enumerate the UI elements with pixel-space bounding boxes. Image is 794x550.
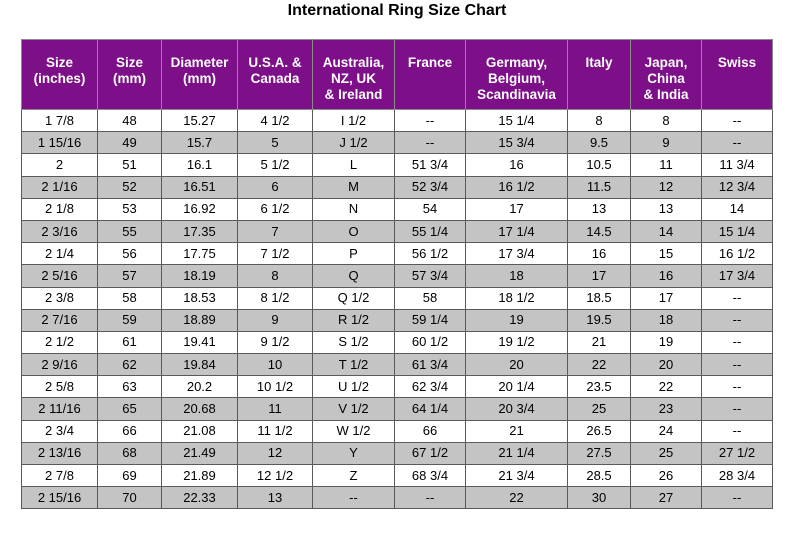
table-cell: 2 3/8 — [22, 287, 98, 309]
table-cell: Y — [313, 442, 395, 464]
table-cell: Q — [313, 265, 395, 287]
table-cell: 18.89 — [162, 309, 238, 331]
table-cell: 17.35 — [162, 220, 238, 242]
header-size-mm: Size (mm) — [98, 40, 162, 110]
header-italy: Italy — [568, 40, 631, 110]
table-cell: 7 1/2 — [238, 243, 313, 265]
table-cell: 19.5 — [568, 309, 631, 331]
table-cell: 18.19 — [162, 265, 238, 287]
table-cell: -- — [702, 398, 773, 420]
table-cell: V 1/2 — [313, 398, 395, 420]
table-cell: 16 — [466, 154, 568, 176]
table-cell: 21.49 — [162, 442, 238, 464]
table-cell: 9 — [238, 309, 313, 331]
table-cell: 15.7 — [162, 132, 238, 154]
header-usa-canada: U.S.A. & Canada — [238, 40, 313, 110]
table-cell: 5 — [238, 132, 313, 154]
table-cell: Z — [313, 465, 395, 487]
table-cell: 14 — [631, 220, 702, 242]
table-cell: 21.08 — [162, 420, 238, 442]
table-cell: -- — [395, 132, 466, 154]
table-cell: 18 — [466, 265, 568, 287]
table-cell: -- — [702, 420, 773, 442]
table-cell: 19.84 — [162, 354, 238, 376]
table-cell: 13 — [568, 198, 631, 220]
table-cell: 15 1/4 — [702, 220, 773, 242]
table-cell: 12 3/4 — [702, 176, 773, 198]
header-diameter: Diameter (mm) — [162, 40, 238, 110]
table-cell: 21 3/4 — [466, 465, 568, 487]
table-row — [22, 110, 773, 132]
table-cell: 17 — [568, 265, 631, 287]
table-row — [22, 220, 773, 242]
table-cell: 18.5 — [568, 287, 631, 309]
table-cell: S 1/2 — [313, 331, 395, 353]
table-cell: 27 — [631, 487, 702, 509]
table-cell: 59 1/4 — [395, 309, 466, 331]
table-cell: M — [313, 176, 395, 198]
table-cell: 11 — [238, 398, 313, 420]
table-cell: 16 1/2 — [702, 243, 773, 265]
table-cell: 21 — [568, 331, 631, 353]
table-cell: 58 — [98, 287, 162, 309]
table-cell: 19 1/2 — [466, 331, 568, 353]
table-cell: N — [313, 198, 395, 220]
table-cell: 66 — [98, 420, 162, 442]
table-cell: 9.5 — [568, 132, 631, 154]
table-cell: 11 — [631, 154, 702, 176]
header-row — [22, 40, 773, 110]
table-cell: P — [313, 243, 395, 265]
header-japan-china-india: Japan, China & India — [631, 40, 702, 110]
table-cell: 2 1/16 — [22, 176, 98, 198]
table-cell: 17 3/4 — [466, 243, 568, 265]
table-cell: 58 — [395, 287, 466, 309]
table-row — [22, 154, 773, 176]
header-size-inches: Size (inches) — [22, 40, 98, 110]
table-cell: 1 7/8 — [22, 110, 98, 132]
table-cell: -- — [395, 110, 466, 132]
table-cell: L — [313, 154, 395, 176]
table-cell: 23 — [631, 398, 702, 420]
table-cell: 8 1/2 — [238, 287, 313, 309]
table-cell: 51 3/4 — [395, 154, 466, 176]
table-cell: 17 3/4 — [702, 265, 773, 287]
header-australia-nz-uk: Australia, NZ, UK & Ireland — [313, 40, 395, 110]
table-cell: 63 — [98, 376, 162, 398]
table-cell: 2 7/8 — [22, 465, 98, 487]
table-cell: J 1/2 — [313, 132, 395, 154]
table-cell: 19 — [631, 331, 702, 353]
table-row — [22, 398, 773, 420]
table-cell: 17 — [631, 287, 702, 309]
table-cell: 2 15/16 — [22, 487, 98, 509]
table-cell: 27.5 — [568, 442, 631, 464]
chart-title: International Ring Size Chart — [287, 2, 507, 19]
table-cell: 7 — [238, 220, 313, 242]
table-cell: 19.41 — [162, 331, 238, 353]
table-cell: 66 — [395, 420, 466, 442]
table-row — [22, 132, 773, 154]
table-cell: 1 15/16 — [22, 132, 98, 154]
table-row — [22, 465, 773, 487]
table-cell: 16.1 — [162, 154, 238, 176]
table-cell: -- — [702, 110, 773, 132]
table-cell: 20.68 — [162, 398, 238, 420]
table-cell: 15.27 — [162, 110, 238, 132]
table-cell: 10.5 — [568, 154, 631, 176]
table-cell: 2 11/16 — [22, 398, 98, 420]
table-cell: R 1/2 — [313, 309, 395, 331]
table-cell: 11 1/2 — [238, 420, 313, 442]
table-cell: 30 — [568, 487, 631, 509]
table-cell: -- — [702, 354, 773, 376]
table-cell: 51 — [98, 154, 162, 176]
table-cell: 8 — [568, 110, 631, 132]
table-cell: 54 — [395, 198, 466, 220]
table-row — [22, 198, 773, 220]
header-france: France — [395, 40, 466, 110]
table-cell: 61 — [98, 331, 162, 353]
table-cell: 28 3/4 — [702, 465, 773, 487]
table-cell: 12 — [631, 176, 702, 198]
table-cell: 11 3/4 — [702, 154, 773, 176]
table-cell: 28.5 — [568, 465, 631, 487]
table-cell: 56 1/2 — [395, 243, 466, 265]
table-cell: 2 5/8 — [22, 376, 98, 398]
table-cell: 22 — [568, 354, 631, 376]
table-cell: 57 — [98, 265, 162, 287]
table-cell: 25 — [631, 442, 702, 464]
table-cell: -- — [313, 487, 395, 509]
table-cell: 22 — [631, 376, 702, 398]
table-cell: 16 1/2 — [466, 176, 568, 198]
table-cell: 9 — [631, 132, 702, 154]
table-cell: 2 5/16 — [22, 265, 98, 287]
table-cell: 26.5 — [568, 420, 631, 442]
table-cell: 21 — [466, 420, 568, 442]
table-cell: 22.33 — [162, 487, 238, 509]
table-cell: 52 3/4 — [395, 176, 466, 198]
table-cell: U 1/2 — [313, 376, 395, 398]
table-cell: 6 1/2 — [238, 198, 313, 220]
table-cell: Q 1/2 — [313, 287, 395, 309]
table-cell: 25 — [568, 398, 631, 420]
table-cell: 10 1/2 — [238, 376, 313, 398]
table-cell: 2 13/16 — [22, 442, 98, 464]
ring-size-table — [21, 39, 773, 509]
table-cell: 6 — [238, 176, 313, 198]
table-cell: 16 — [568, 243, 631, 265]
table-cell: 20 — [631, 354, 702, 376]
table-cell: 55 — [98, 220, 162, 242]
table-cell: 15 3/4 — [466, 132, 568, 154]
table-cell: 17.75 — [162, 243, 238, 265]
table-cell: 11.5 — [568, 176, 631, 198]
table-cell: 67 1/2 — [395, 442, 466, 464]
table-row — [22, 376, 773, 398]
header-germany-belgium: Germany, Belgium, Scandinavia — [466, 40, 568, 110]
table-cell: 2 3/16 — [22, 220, 98, 242]
table-cell: T 1/2 — [313, 354, 395, 376]
table-cell: 4 1/2 — [238, 110, 313, 132]
table-cell: 18 — [631, 309, 702, 331]
table-cell: 52 — [98, 176, 162, 198]
table-cell: 21.89 — [162, 465, 238, 487]
table-cell: 57 3/4 — [395, 265, 466, 287]
table-body — [22, 110, 773, 509]
table-cell: O — [313, 220, 395, 242]
table-cell: 65 — [98, 398, 162, 420]
table-row — [22, 420, 773, 442]
table-cell: 15 1/4 — [466, 110, 568, 132]
table-cell: 5 1/2 — [238, 154, 313, 176]
table-cell: 13 — [238, 487, 313, 509]
table-cell: 14 — [702, 198, 773, 220]
table-cell: 59 — [98, 309, 162, 331]
table-cell: I 1/2 — [313, 110, 395, 132]
table-cell: 8 — [631, 110, 702, 132]
table-cell: 12 — [238, 442, 313, 464]
table-cell: 69 — [98, 465, 162, 487]
table-cell: 20 1/4 — [466, 376, 568, 398]
table-cell: 23.5 — [568, 376, 631, 398]
table-cell: 70 — [98, 487, 162, 509]
table-cell: 16.92 — [162, 198, 238, 220]
table-cell: -- — [702, 331, 773, 353]
table-cell: W 1/2 — [313, 420, 395, 442]
table-cell: 68 3/4 — [395, 465, 466, 487]
table-cell: -- — [702, 132, 773, 154]
table-row — [22, 243, 773, 265]
table-cell: 10 — [238, 354, 313, 376]
table-cell: 13 — [631, 198, 702, 220]
table-cell: 2 3/4 — [22, 420, 98, 442]
table-cell: 14.5 — [568, 220, 631, 242]
table-cell: 19 — [466, 309, 568, 331]
table-row — [22, 287, 773, 309]
table-cell: 12 1/2 — [238, 465, 313, 487]
table-cell: 64 1/4 — [395, 398, 466, 420]
table-cell: 17 — [466, 198, 568, 220]
table-cell: 22 — [466, 487, 568, 509]
table-cell: 2 1/4 — [22, 243, 98, 265]
table-cell: 62 3/4 — [395, 376, 466, 398]
table-cell: 56 — [98, 243, 162, 265]
table-cell: 8 — [238, 265, 313, 287]
table-cell: -- — [702, 287, 773, 309]
table-cell: -- — [702, 309, 773, 331]
table-cell: 55 1/4 — [395, 220, 466, 242]
table-cell: 20 — [466, 354, 568, 376]
table-cell: 20.2 — [162, 376, 238, 398]
table-cell: 2 9/16 — [22, 354, 98, 376]
table-cell: 9 1/2 — [238, 331, 313, 353]
table-cell: 16 — [631, 265, 702, 287]
table-cell: -- — [395, 487, 466, 509]
table-cell: 26 — [631, 465, 702, 487]
table-cell: -- — [702, 376, 773, 398]
table-cell: 18 1/2 — [466, 287, 568, 309]
table-cell: 2 1/8 — [22, 198, 98, 220]
table-cell: 62 — [98, 354, 162, 376]
table-cell: 2 7/16 — [22, 309, 98, 331]
table-cell: 18.53 — [162, 287, 238, 309]
table-row — [22, 487, 773, 509]
table-cell: 49 — [98, 132, 162, 154]
table-cell: 20 3/4 — [466, 398, 568, 420]
table-cell: 68 — [98, 442, 162, 464]
table-cell: 60 1/2 — [395, 331, 466, 353]
table-row — [22, 309, 773, 331]
table-row — [22, 354, 773, 376]
table-row — [22, 331, 773, 353]
table-row — [22, 442, 773, 464]
table-row — [22, 265, 773, 287]
table-cell: 16.51 — [162, 176, 238, 198]
table-cell: 53 — [98, 198, 162, 220]
table-cell: 2 1/2 — [22, 331, 98, 353]
table-cell: 2 — [22, 154, 98, 176]
table-cell: 24 — [631, 420, 702, 442]
header-swiss: Swiss — [702, 40, 773, 110]
table-cell: 15 — [631, 243, 702, 265]
table-cell: -- — [702, 487, 773, 509]
table-cell: 27 1/2 — [702, 442, 773, 464]
table-row — [22, 176, 773, 198]
table-cell: 21 1/4 — [466, 442, 568, 464]
table-cell: 61 3/4 — [395, 354, 466, 376]
table-cell: 48 — [98, 110, 162, 132]
table-cell: 17 1/4 — [466, 220, 568, 242]
